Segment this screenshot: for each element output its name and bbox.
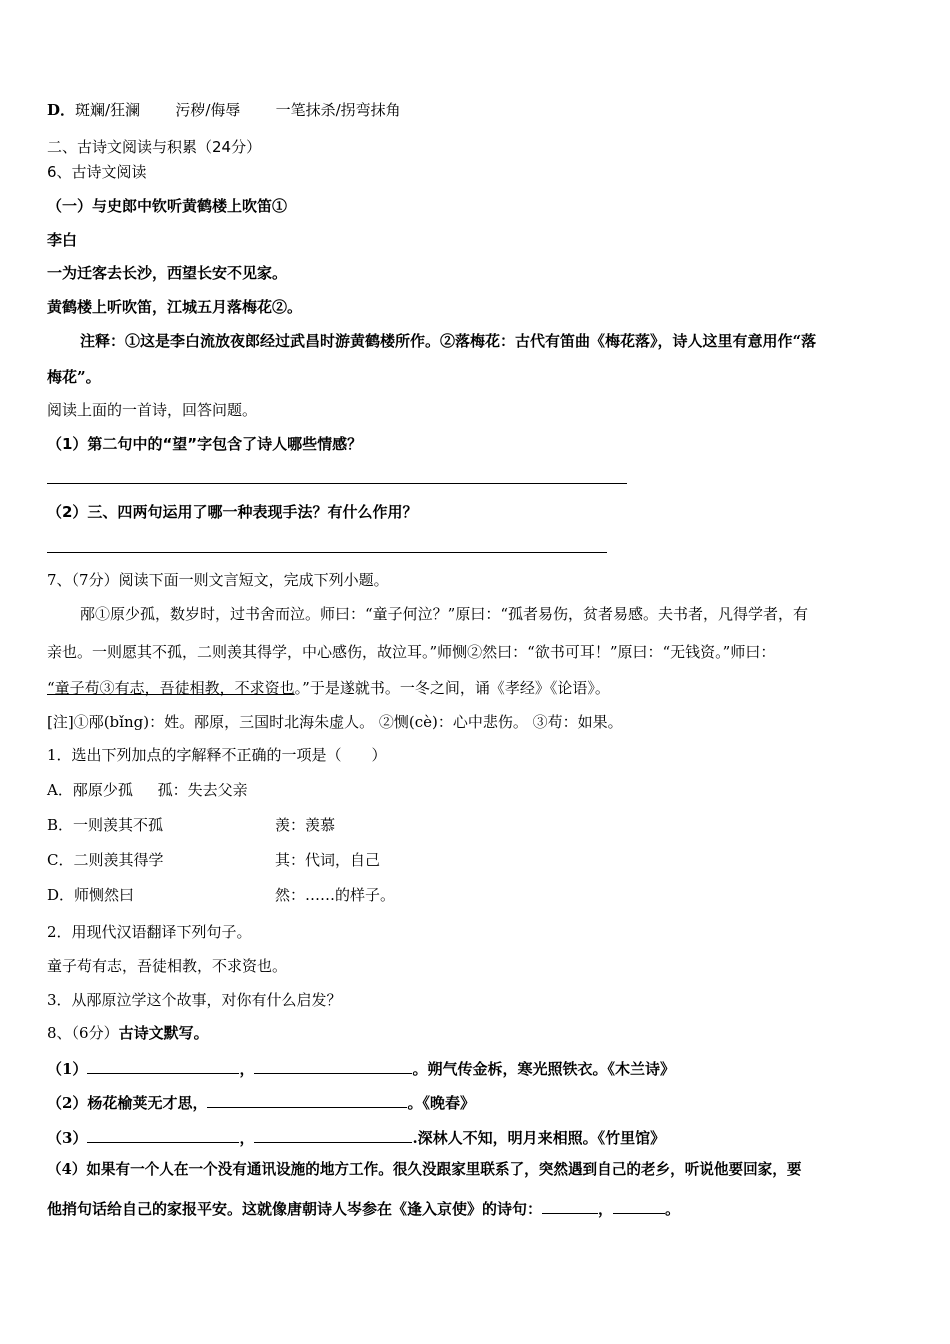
q6-title: 6、古诗文阅读 [47, 163, 147, 181]
blank-4a[interactable] [542, 1197, 598, 1214]
q5-option-d [47, 100, 401, 120]
q8-line-2-suffix: 。《晚春》 [407, 1094, 475, 1112]
poem-note-2: 梅花”。 [47, 368, 101, 386]
q8-title [47, 1023, 209, 1043]
q7-paragraph-3-rest: 。”于是遂就书。一冬之间，诵《孝经》《论语》。 [294, 679, 610, 697]
q5-option-d-item2: 污秽/侮辱 [175, 101, 241, 119]
option-a[interactable] [47, 780, 248, 800]
q8-line-1-sep: ， [239, 1060, 255, 1078]
q8-line-3-prefix: （3） [47, 1129, 88, 1147]
q8-title-prefix: 8、（6分） [47, 1024, 119, 1042]
option-b-explanation: 羡：羡慕 [275, 816, 336, 834]
poem-note-1: 注释：①这是李白流放夜郎经过武昌时游黄鹤楼所作。②落梅花：古代有笛曲《梅花落》，诗人这里有意用作“落 [80, 332, 817, 350]
option-a-text: A．邴原少孤 [47, 781, 133, 799]
poem-author: 李白 [47, 231, 78, 249]
answer-line-1[interactable] [47, 483, 627, 484]
q7-translate-sentence: 童子苟有志，吾徒相教，不求资也。 [47, 957, 288, 975]
option-d-explanation: 然：……的样子。 [275, 886, 396, 904]
section2-title: 二、古诗文阅读与积累（24分） [47, 138, 262, 156]
q5-option-d-item1: 斑斓/狂澜 [75, 101, 141, 119]
blank-1b[interactable] [254, 1057, 412, 1074]
blank-3b[interactable] [254, 1126, 412, 1143]
q8-line-4b-end: 。 [665, 1200, 681, 1218]
q8-line-4b-sep: ， [598, 1200, 614, 1218]
option-d[interactable] [47, 885, 547, 905]
q7-paragraph-1: 邴①原少孤，数岁时，过书舍而泣。师曰：“童子何泣？”原曰：“孤者易伤，贫者易感。夫书者，凡得学者，有 [80, 605, 809, 623]
q8-line-2 [47, 1091, 475, 1113]
q8-line-4a: （4）如果有一个人在一个没有通讯设施的地方工作。很久没跟家里联系了，突然遇到自己的老乡，听说他要回家，要 [47, 1161, 802, 1178]
option-b[interactable] [47, 815, 547, 835]
blank-1a[interactable] [87, 1057, 239, 1074]
q7-title: 7、（7分）阅读下面一则文言短文，完成下列小题。 [47, 571, 389, 589]
blank-4b[interactable] [613, 1197, 665, 1214]
q7-paragraph-2: 亲也。一则愿其不孤，二则羡其得学，中心感伤，故泣耳。”师恻②然曰：“欲书可耳！”原曰：“无钱资。”师曰： [47, 643, 776, 661]
option-c[interactable] [47, 850, 547, 870]
q8-line-2-prefix: （2）杨花榆荚无才思， [47, 1094, 208, 1112]
option-d-text: D．师恻然曰 [47, 886, 135, 904]
option-a-explanation: 孤：失去父亲 [157, 781, 248, 799]
q7-notes: [注]①邴(bǐng)：姓。邴原，三国时北海朱虚人。 ②恻(cè)：心中悲伤。 ③苟：如果。 [47, 713, 623, 731]
q8-line-1-suffix: 。朔气传金柝，寒光照铁衣。《木兰诗》 [412, 1060, 675, 1078]
q6-instruction: 阅读上面的一首诗，回答问题。 [47, 401, 258, 419]
q6-question-1: （1）第二句中的“望”字包含了诗人哪些情感？ [47, 435, 363, 453]
q7-sub-question-1: 1．选出下列加点的字解释不正确的一项是（ ） [47, 746, 387, 764]
q8-line-3 [47, 1126, 665, 1148]
q8-title-bold: 古诗文默写。 [118, 1024, 209, 1042]
q8-line-4b-prefix: 他捎句话给自己的家报平安。这就像唐朝诗人岑参在《逢入京使》的诗句： [47, 1200, 543, 1218]
q5-option-d-label: D． [47, 101, 76, 119]
q7-sub-question-3: 3．从邴原泣学这个故事，对你有什么启发？ [47, 991, 342, 1009]
q7-paragraph-3 [47, 678, 610, 698]
q8-line-1-prefix: （1） [47, 1060, 88, 1078]
poem-title: （一）与史郎中钦听黄鹤楼上吹笛① [47, 197, 288, 215]
answer-line-2[interactable] [47, 552, 607, 553]
q5-option-d-item3: 一笔抹杀/拐弯抹角 [275, 101, 401, 119]
option-b-text: B．一则羡其不孤 [47, 816, 164, 834]
blank-2[interactable] [207, 1091, 407, 1108]
poem-line-2: 黄鹤楼上听吹笛，江城五月落梅花②。 [47, 298, 303, 316]
q7-underlined-sentence: “童子苟③有志，吾徒相教，不求资也 [47, 679, 295, 697]
q7-sub-question-2: 2．用现代汉语翻译下列句子。 [47, 923, 252, 941]
poem-line-1: 一为迁客去长沙，西望长安不见家。 [47, 264, 288, 282]
q8-line-3-suffix: .深林人不知，明月来相照。《竹里馆》 [412, 1129, 666, 1147]
q8-line-3-sep: ， [239, 1129, 255, 1147]
q8-line-1 [47, 1057, 675, 1079]
q8-line-4b [47, 1197, 680, 1219]
q6-question-2: （2）三、四两句运用了哪一种表现手法？有什么作用？ [47, 503, 418, 521]
option-c-text: C．二则羡其得学 [47, 851, 164, 869]
blank-3a[interactable] [87, 1126, 239, 1143]
option-c-explanation: 其：代词，自己 [275, 851, 381, 869]
